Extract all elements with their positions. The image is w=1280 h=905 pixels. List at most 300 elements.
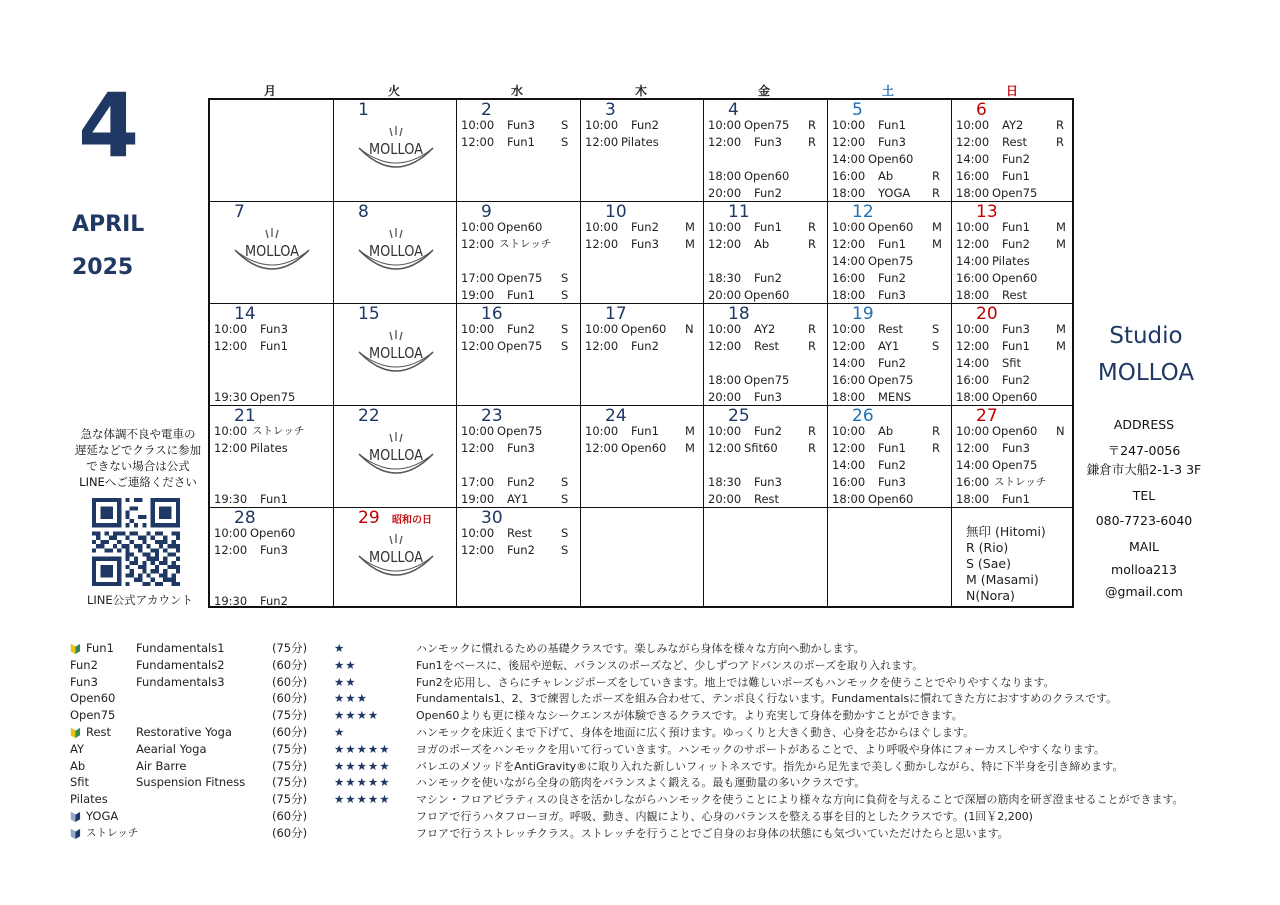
calendar-day-cell <box>952 304 1074 406</box>
calendar-day-cell <box>210 406 334 508</box>
instructor-code: R <box>1056 135 1064 149</box>
class-time: 10:00 <box>708 322 742 336</box>
class-name: Fun3 <box>631 237 659 251</box>
class-time: 10:00 <box>832 220 866 234</box>
studio-name <box>1086 318 1206 392</box>
molloa-logo-text: MOLLOA <box>369 140 424 158</box>
instructor-code: R <box>932 186 940 200</box>
weekday-wed: 水 <box>510 84 523 98</box>
molloa-logo <box>356 530 436 586</box>
class-time: 18:00 <box>708 373 742 387</box>
legend-row <box>70 774 1230 791</box>
class-name: YOGA <box>878 186 911 200</box>
legend-row <box>70 724 1230 741</box>
class-time: 18:00 <box>832 186 866 200</box>
class-name: Fun3 <box>878 475 906 489</box>
day-number: 20 <box>976 304 998 324</box>
beginner-leaf-icon <box>70 642 81 655</box>
class-time: 16:00 <box>832 271 866 285</box>
class-name: Pilates <box>621 135 659 149</box>
class-name: Pilates <box>250 441 288 455</box>
class-time: 18:00 <box>956 186 990 200</box>
class-time: 17:00 <box>461 475 495 489</box>
class-time: 18:00 <box>832 288 866 302</box>
legend-full-name: Suspension Fitness <box>136 775 246 790</box>
instructor-code: N <box>1056 424 1065 438</box>
instructor-code: M <box>1056 322 1066 336</box>
class-time: 12:00 <box>585 237 619 251</box>
class-time: 10:00 <box>708 220 742 234</box>
class-time: 12:00 <box>214 339 248 353</box>
legend-code: Fun2 <box>70 657 98 672</box>
class-time: 14:00 <box>832 254 866 268</box>
class-name: Fun1 <box>507 288 535 302</box>
class-name: Ab <box>878 169 894 183</box>
class-time: 14:00 <box>956 254 990 268</box>
class-name: Fun2 <box>754 186 782 200</box>
class-time: 12:00 <box>832 339 866 353</box>
line-qr-code[interactable] <box>92 498 180 586</box>
class-name: Fun2 <box>507 322 535 336</box>
instructor-code: M <box>685 424 695 438</box>
day-number: 12 <box>852 202 874 222</box>
class-time: 18:30 <box>708 271 742 285</box>
instructor-code: R <box>808 339 816 353</box>
calendar-day-cell <box>704 508 828 608</box>
class-time: 18:00 <box>832 390 866 404</box>
class-name: MENS <box>878 390 912 404</box>
class-time: 12:00 <box>832 135 866 149</box>
class-time: 10:00 <box>832 118 866 132</box>
class-time: 19:00 <box>461 492 495 506</box>
day-number: 28 <box>234 508 256 528</box>
class-name: Fun1 <box>878 441 906 455</box>
class-name: Fun1 <box>260 339 288 353</box>
class-name: Open75 <box>497 271 543 285</box>
class-name: Fun3 <box>754 475 782 489</box>
legend-desc: ハンモックを使いながら全身の筋肉をバランスよく鍛える。最も運動量の多いクラスです。 <box>416 776 866 790</box>
class-time: 18:00 <box>956 288 990 302</box>
class-time: 10:00 <box>585 118 619 132</box>
instructor-code: S <box>561 118 569 132</box>
calendar-day-cell <box>581 508 704 608</box>
instructor-code: S <box>932 339 940 353</box>
class-name: Sfit60 <box>744 441 778 455</box>
legend-row <box>70 741 1230 758</box>
class-name: Rest <box>507 526 533 540</box>
class-time: 12:00 <box>461 543 495 557</box>
calendar-day-cell <box>704 406 828 508</box>
day-number: 26 <box>852 406 874 426</box>
class-time: 10:00 <box>956 118 990 132</box>
class-name: Open75 <box>744 373 790 387</box>
calendar-day-cell <box>581 304 704 406</box>
calendar-day-cell <box>828 100 952 202</box>
legend-desc: ヨガのポーズをハンモックを用いて行っていきます。ハンモックのサポートがあることで、より呼吸や身体にフォーカスしやすくなります。 <box>416 742 1106 756</box>
class-name: Fun2 <box>878 458 906 472</box>
class-time: 16:00 <box>956 271 990 285</box>
class-name: Fun3 <box>1002 441 1030 455</box>
instructor-code: R <box>808 441 816 455</box>
legend-duration: (75分) <box>272 775 308 790</box>
molloa-logo <box>356 224 436 280</box>
class-time: 12:00 <box>585 339 619 353</box>
class-time: 12:00 <box>214 543 248 557</box>
instructor-code: S <box>561 543 569 557</box>
calendar-day-cell <box>828 304 952 406</box>
class-time: 16:00 <box>956 475 990 489</box>
class-time: 10:00 <box>708 118 742 132</box>
legend-duration: (75分) <box>272 641 308 655</box>
class-name: Open60 <box>744 288 790 302</box>
class-name: ストレッチ <box>994 476 1047 488</box>
legend-row <box>70 674 1230 691</box>
calendar-day-cell <box>581 202 704 304</box>
mail-user[interactable]: molloa213 <box>1111 562 1177 577</box>
class-name: Fun2 <box>631 339 659 353</box>
legend-code: Fun1 <box>86 641 114 655</box>
legend-code: Ab <box>70 758 86 773</box>
class-time: 20:00 <box>708 288 742 302</box>
legend-code: Fun3 <box>70 674 98 689</box>
legend-full-name: Fundamentals2 <box>136 657 225 672</box>
class-time: 20:00 <box>708 186 742 200</box>
instructor-entry: 無印 (Hitomi) <box>966 524 1046 539</box>
class-name: Fun2 <box>754 271 782 285</box>
calendar-day-cell <box>457 406 581 508</box>
day-number: 8 <box>358 202 369 222</box>
class-time: 14:00 <box>832 152 866 166</box>
day-number: 23 <box>481 406 503 426</box>
class-name: AY1 <box>507 492 529 506</box>
class-name: Fun1 <box>878 118 906 132</box>
studio-name-line2: MOLLOA <box>1097 360 1195 386</box>
class-time: 12:00 <box>708 339 742 353</box>
class-name: Open60 <box>992 271 1038 285</box>
calendar-day-cell <box>334 100 457 202</box>
legend-duration: (60分) <box>272 691 308 706</box>
legend-code: Open75 <box>70 708 116 723</box>
legend-stars: ★ <box>334 641 346 655</box>
calendar-day-cell <box>210 508 334 608</box>
day-number: 2 <box>481 100 492 120</box>
legend-code: Rest <box>86 725 112 739</box>
molloa-logo-text: MOLLOA <box>245 242 300 260</box>
month-name: APRIL <box>72 212 145 237</box>
class-name: Ab <box>878 424 894 438</box>
calendar-day-cell <box>334 304 457 406</box>
class-time: 10:00 <box>585 220 619 234</box>
class-name: Open75 <box>992 458 1038 472</box>
class-name: Open60 <box>621 441 667 455</box>
calendar-grid <box>208 98 1074 608</box>
class-name: AY1 <box>878 339 900 353</box>
class-name: Rest <box>754 492 780 506</box>
class-name: Fun2 <box>631 118 659 132</box>
class-name: Fun2 <box>1002 373 1030 387</box>
class-time: 12:00 <box>461 135 495 149</box>
tel-number[interactable]: 080-7723-6040 <box>1095 513 1193 528</box>
class-name: Rest <box>878 322 904 336</box>
zip-code: 〒247-0056 <box>1107 442 1181 458</box>
legend-row <box>70 808 1230 825</box>
molloa-logo-text: MOLLOA <box>369 548 424 566</box>
calendar-day-cell <box>952 406 1074 508</box>
instructor-code: S <box>561 526 569 540</box>
instructor-code: R <box>808 220 816 234</box>
calendar-day-cell <box>210 100 334 202</box>
class-name: Fun1 <box>1002 339 1030 353</box>
class-time: 16:00 <box>832 475 866 489</box>
class-time: 10:00 <box>461 220 495 234</box>
class-name: Fun2 <box>1002 237 1030 251</box>
legend-duration: (75分) <box>272 741 308 756</box>
instructor-code: R <box>1056 118 1064 132</box>
class-name: Open60 <box>621 322 667 336</box>
class-time: 19:30 <box>214 492 248 506</box>
instructor-code: M <box>685 220 695 234</box>
day-number: 11 <box>728 202 750 222</box>
class-name: Fun3 <box>754 390 782 404</box>
instructor-code: N <box>685 322 694 336</box>
day-number: 1 <box>358 100 369 120</box>
class-time: 18:00 <box>708 169 742 183</box>
instructor-entry: N(Nora) <box>966 588 1015 603</box>
day-number: 19 <box>852 304 874 324</box>
weekday-mon: 月 <box>263 84 276 98</box>
studio-name-line1: Studio <box>1109 323 1183 349</box>
instructor-entry: S (Sae) <box>966 556 1011 571</box>
calendar-day-cell <box>704 202 828 304</box>
notice-line: できない場合は公式 <box>86 459 190 473</box>
class-name: Fun2 <box>1002 152 1030 166</box>
tel-label: TEL <box>1132 487 1156 503</box>
class-name: Fun2 <box>878 271 906 285</box>
class-time: 10:00 <box>585 322 619 336</box>
class-time: 12:00 <box>956 441 990 455</box>
legend-duration: (60分) <box>272 725 308 739</box>
class-name: Open60 <box>992 390 1038 404</box>
class-time: 18:00 <box>832 492 866 506</box>
class-time: 10:00 <box>585 424 619 438</box>
legend-code: Sfit <box>70 775 90 790</box>
day-number: 9 <box>481 202 492 222</box>
legend-desc: バレエのメソッドをAntiGravity®に取り入れた新しいフィットネスです。指先から足先まで美しく動かしながら、特に下半身を引き締めます。 <box>416 759 1124 773</box>
notice-line: 遅延などでクラスに参加 <box>74 443 202 457</box>
class-time: 10:00 <box>461 424 495 438</box>
line-account-label: LINE公式アカウント <box>86 593 194 607</box>
legend-desc: Fundamentals1、2、3で練習したポーズを組み合わせて、テンポ良く行ないます。Fundamentalsに慣れてきた方におすすめのクラスです。 <box>416 692 1118 706</box>
class-name: AY2 <box>754 322 776 336</box>
instructor-code: M <box>685 237 695 251</box>
class-time: 12:00 <box>461 339 495 353</box>
class-name: Fun2 <box>507 543 535 557</box>
legend-stars: ★★ <box>334 674 357 689</box>
day-number: 24 <box>605 406 627 426</box>
class-name: Open60 <box>497 220 543 234</box>
instructor-code: R <box>808 135 816 149</box>
class-name: Fun1 <box>878 237 906 251</box>
class-name: Rest <box>754 339 780 353</box>
class-name: Fun1 <box>507 135 535 149</box>
class-time: 17:00 <box>461 271 495 285</box>
class-time: 14:00 <box>956 356 990 370</box>
calendar-day-cell <box>457 202 581 304</box>
class-time: 12:00 <box>956 135 990 149</box>
class-name: Fun3 <box>260 322 288 336</box>
molloa-logo-text: MOLLOA <box>369 242 424 260</box>
instructor-code: M <box>685 441 695 455</box>
class-time: 10:00 <box>461 322 495 336</box>
instructor-code: R <box>808 118 816 132</box>
class-time: 19:30 <box>214 390 248 404</box>
class-name: Open60 <box>868 492 914 506</box>
legend-code: YOGA <box>86 809 119 823</box>
class-time: 10:00 <box>832 424 866 438</box>
instructor-code: S <box>561 339 569 353</box>
class-name: Fun3 <box>260 543 288 557</box>
instructor-code: M <box>1056 339 1066 353</box>
molloa-logo <box>356 326 436 382</box>
address: 鎌倉市大船2-1-3 3F <box>1086 462 1202 477</box>
day-number: 14 <box>234 304 256 324</box>
mail-domain[interactable]: @gmail.com <box>1105 583 1183 599</box>
class-name: Fun3 <box>1002 322 1030 336</box>
class-name: Open60 <box>250 526 296 540</box>
class-name: Open60 <box>992 424 1038 438</box>
class-time: 12:00 <box>461 441 495 455</box>
molloa-logo <box>356 428 436 484</box>
class-time: 16:00 <box>956 169 990 183</box>
legend-stars: ★ <box>334 725 346 739</box>
class-name: ストレッチ <box>499 238 552 250</box>
day-number: 3 <box>605 100 616 120</box>
legend-duration: (75分) <box>272 792 308 807</box>
instructor-code: S <box>561 135 569 149</box>
molloa-logo <box>356 122 436 178</box>
notice-line: 急な体調不良や電車の <box>80 427 196 441</box>
instructor-code: S <box>561 322 569 336</box>
legend-row <box>70 825 1230 842</box>
class-name: Fun1 <box>631 424 659 438</box>
holiday-label: 昭和の日 <box>392 515 432 526</box>
class-time: 14:00 <box>956 152 990 166</box>
class-time: 12:00 <box>461 237 495 251</box>
class-name: Fun2 <box>878 356 906 370</box>
calendar-day-cell <box>334 406 457 508</box>
day-number: 30 <box>481 508 503 528</box>
legend-row <box>70 657 1230 674</box>
legend-row <box>70 758 1230 775</box>
calendar-day-cell <box>457 508 581 608</box>
legend-desc: Open60よりも更に様々なシークエンスが体験できるクラスです。より充実して身体を動かすことができます。 <box>416 709 963 723</box>
instructor-code: M <box>1056 220 1066 234</box>
legend-desc: マシン・フロアピラティスの良さを活かしながらハンモックを使うことにより様々な方向に負荷を与えることで深層の筋肉を研ぎ澄ませることができます。 <box>416 793 1184 807</box>
weekday-fri: 金 <box>757 84 770 98</box>
class-name: Fun3 <box>878 288 906 302</box>
beginner-leaf-icon <box>70 726 81 739</box>
weekday-thu: 木 <box>634 84 647 98</box>
class-name: Open75 <box>250 390 296 404</box>
legend-row <box>70 640 1230 657</box>
class-time: 16:00 <box>832 373 866 387</box>
class-time: 10:00 <box>214 322 248 336</box>
molloa-logo-text: MOLLOA <box>369 446 424 464</box>
day-number: 25 <box>728 406 750 426</box>
year: 2025 <box>72 255 134 280</box>
class-time: 19:30 <box>214 594 248 608</box>
instructor-entry: M (Masami) <box>966 572 1039 587</box>
class-time: 10:00 <box>956 322 990 336</box>
class-time: 10:00 <box>708 424 742 438</box>
class-name: Fun3 <box>507 118 535 132</box>
calendar-day-cell <box>210 202 334 304</box>
class-name: Fun1 <box>1002 492 1030 506</box>
class-name: Fun2 <box>754 424 782 438</box>
calendar-day-cell <box>828 508 952 608</box>
legend-duration: (60分) <box>272 674 308 689</box>
weekday-sat: 土 <box>881 84 894 98</box>
class-name: Open75 <box>497 424 543 438</box>
calendar-day-cell <box>952 202 1074 304</box>
class-name: Open75 <box>497 339 543 353</box>
instructor-code: S <box>561 475 569 489</box>
legend-desc: フロアで行うハタフローヨガ。呼吸、動き、内観により、心身のバランスを整える事を目的としたクラスです。(1回￥2,200) <box>416 810 1033 823</box>
legend-stars: ★★★★ <box>334 708 380 723</box>
class-time: 12:00 <box>832 441 866 455</box>
legend-desc: ハンモックを床近くまで下げて、身体を地面に広く預けます。ゆっくりと大きく動き、心身を芯からほぐします。 <box>416 726 975 739</box>
instructor-code: M <box>1056 237 1066 251</box>
legend-duration: (60分) <box>272 825 308 840</box>
class-time: 18:00 <box>956 390 990 404</box>
legend-stars: ★★★★★ <box>334 792 391 807</box>
instructor-code: M <box>932 220 942 234</box>
legend-desc: フロアで行うストレッチクラス。ストレッチを行うことでご自身のお身体の状態にも気づいていただけたらと思います。 <box>416 826 1009 840</box>
class-time: 12:00 <box>708 441 742 455</box>
class-name: Fun3 <box>754 135 782 149</box>
instructor-code: R <box>808 237 816 251</box>
legend-code: ストレッチ <box>86 826 139 839</box>
instructor-code: R <box>932 169 940 183</box>
instructor-code: R <box>932 441 940 455</box>
instructor-code: R <box>808 424 816 438</box>
class-name: Fun1 <box>1002 220 1030 234</box>
day-number: 16 <box>481 304 503 324</box>
calendar-day-cell <box>952 100 1074 202</box>
legend-row <box>70 791 1230 808</box>
class-name: Ab <box>754 237 770 251</box>
day-number: 22 <box>358 406 380 426</box>
class-name: Fun1 <box>1002 169 1030 183</box>
class-time: 10:00 <box>956 220 990 234</box>
instructor-code: R <box>932 424 940 438</box>
legend-stars: ★★★★★ <box>334 775 391 790</box>
legend-full-name: Fundamentals3 <box>136 674 225 689</box>
class-time: 16:00 <box>956 373 990 387</box>
class-name: Fun1 <box>260 492 288 506</box>
class-time: 12:00 <box>956 339 990 353</box>
address-label: ADDRESS <box>1113 417 1175 432</box>
day-number: 4 <box>728 100 739 120</box>
instructor-code: S <box>932 322 940 336</box>
calendar-day-cell <box>828 406 952 508</box>
legend-full-name: Aearial Yoga <box>136 741 207 756</box>
legend-stars: ★★★★★ <box>334 741 391 756</box>
class-time: 18:00 <box>956 492 990 506</box>
day-number: 13 <box>976 202 998 222</box>
calendar-day-cell <box>704 100 828 202</box>
calendar-day-cell <box>334 202 457 304</box>
